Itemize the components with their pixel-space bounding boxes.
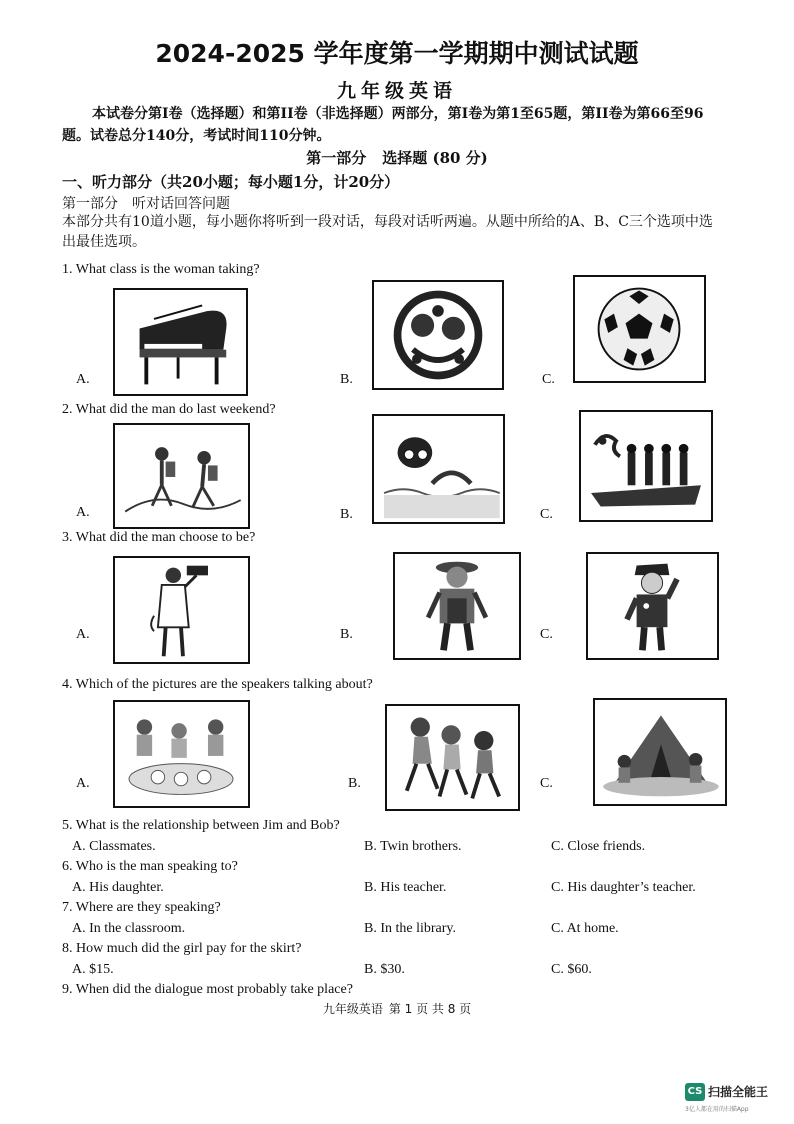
soccer-ball-icon [573,275,706,383]
exam-title: 2024-2025 学年度第一学期期中测试试题 [155,39,639,68]
piano-icon [113,288,248,396]
q5-option-a: A. Classmates. [72,839,156,854]
q2-option-a-label: A. [76,505,90,520]
q5-option-b: B. Twin brothers. [364,839,462,854]
q7-option-c: C. At home. [551,921,619,936]
q7-option-a: A. In the classroom. [72,921,186,936]
question-2: 2. What did the man do last weekend? [62,402,276,417]
q4-option-b-label: B. [348,776,361,791]
question-7: 7. Where are they speaking? [62,900,221,915]
scanner-watermark [685,1081,768,1101]
question-1: 1. What class is the woman taking? [62,262,260,277]
footer-subject: 九年级英语 [322,1002,383,1016]
part-title: 选择题 (80 分) [382,149,488,167]
q4-option-c-label: C. [540,776,553,791]
subsection-heading [62,193,244,213]
q3-option-c-label: C. [540,627,553,642]
section-heading: 一、听力部分（共20小题；每小题1分，计20分） [62,173,400,191]
q8-option-b: B. $30. [364,962,405,977]
q7-option-b: B. In the library. [364,921,457,936]
dragon-boat-icon [579,410,713,522]
paper-cut-icon [372,280,504,390]
q6-option-b: B. His teacher. [364,880,447,895]
exam-subtitle: 九年级英语 [336,80,457,102]
q1-option-c-label: C. [542,372,555,387]
family-dinner-icon [113,700,250,808]
scanner-app-name: 扫描全能王 [708,1085,769,1099]
police-officer-icon [586,552,719,660]
footer-page: 第 1 页 共 8 页 [388,1002,472,1016]
q6-option-a: A. His daughter. [72,880,164,895]
q1-option-b-label: B. [340,372,353,387]
question-9: 9. When did the dialogue most probably take place? [62,982,353,997]
question-4: 4. Which of the pictures are the speakers talking about? [62,677,373,692]
q5-option-c: C. Close friends. [551,839,646,854]
q4-option-a-label: A. [76,776,90,791]
subsection-title: 听对话回答问题 [132,196,230,212]
q3-option-a-label: A. [76,627,90,642]
scanner-tagline: 3亿人都在用的扫描App [685,1106,749,1113]
doctor-icon [113,556,250,664]
instructions: 本部分共有10道小题，每小题你将听到一段对话，每段对话听两遍。从题中所给的A、B、C三个选项中选出最佳选项。 [62,214,713,250]
exam-intro: 本试卷分第I卷（选择题）和第II卷（非选择题）两部分，第I卷为第1至65题，第II卷为第66至96题。试卷总分140分，考试时间110分钟。 [62,106,704,144]
question-5: 5. What is the relationship between Jim and Bob? [62,818,340,833]
q8-option-a: A. $15. [72,962,114,977]
q3-option-b-label: B. [340,627,353,642]
part-name: 第一部分 [306,149,367,167]
q2-option-c-label: C. [540,507,553,522]
q2-option-b-label: B. [340,507,353,522]
swimming-icon [372,414,505,524]
hiking-icon [113,423,250,529]
question-6: 6. Who is the man speaking to? [62,859,238,874]
part-heading [0,147,794,168]
camping-tent-icon [593,698,727,806]
page-footer [0,1000,794,1017]
q6-option-c: C. His daughter’s teacher. [551,880,696,895]
subsection-name: 第一部分 [62,196,118,212]
question-3: 3. What did the man choose to be? [62,530,256,545]
farmer-icon [393,552,521,660]
q1-option-a-label: A. [76,372,90,387]
q8-option-c: C. $60. [551,962,592,977]
running-kids-icon [385,704,520,811]
question-8: 8. How much did the girl pay for the skirt? [62,941,302,956]
scanner-logo-icon: CS [685,1083,705,1101]
